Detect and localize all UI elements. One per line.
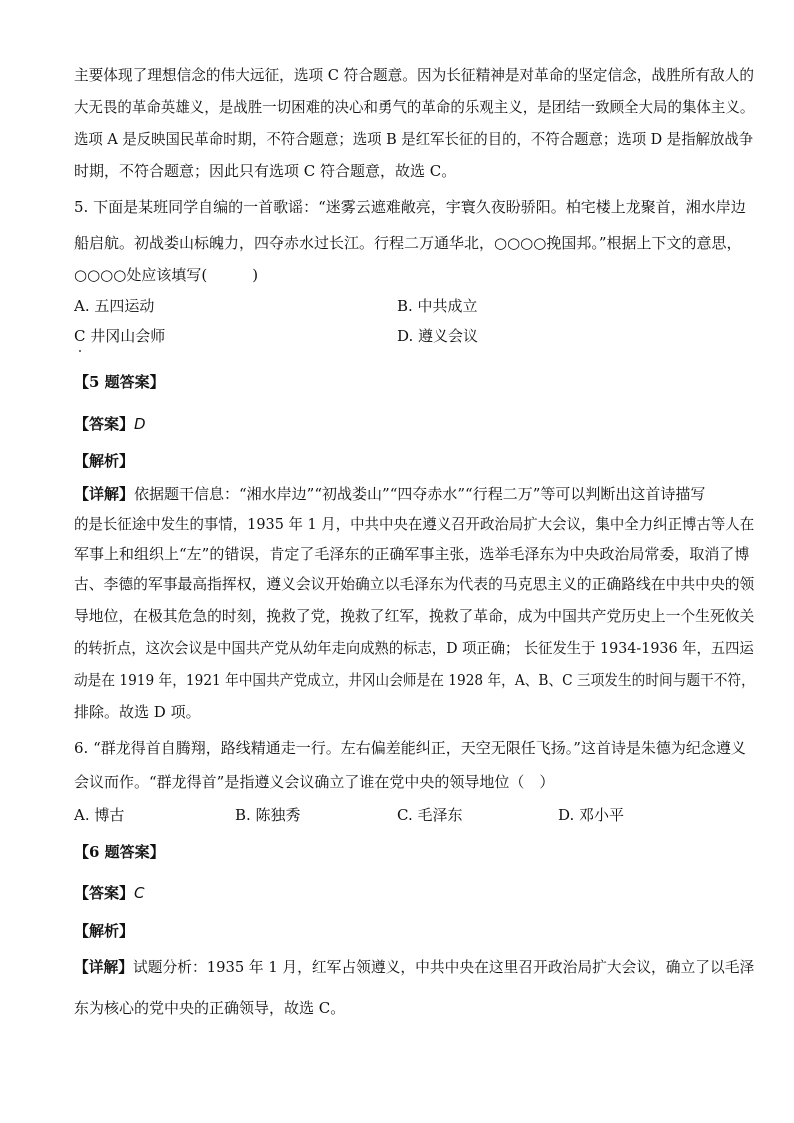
- intro-line-1: 主要体现了理想信念的伟大远征，选项 C 符合题意。因为长征精神是对革命的坚定信念，战胜所有敌人的: [74, 66, 755, 84]
- q6-option-b: B. 陈独秀: [235, 806, 301, 824]
- q5-detail-label: 【详解】: [74, 485, 135, 503]
- q5-detail-line-5: 导地位，在极其危急的时刻，挽救了党，挽救了红军，挽救了革命，成为中国共产党历史上一个生死攸关: [74, 607, 755, 625]
- stray-dot: [79, 350, 81, 352]
- q5-answer-value: D: [134, 415, 146, 433]
- q5-option-c: C 井冈山会师: [74, 327, 166, 345]
- q6-stem-line-2: 会议而作。“群龙得首”是指遵义会议确立了谁在党中央的领导地位（ ）: [74, 773, 555, 791]
- q6-answer-line: [74, 883, 145, 903]
- q5-detail-text-1: 依据题干信息：“湘水岸边”“初战娄山”“四夺赤水”“行程二万”等可以判断出这首诗描写: [134, 485, 706, 503]
- q6-option-c: C. 毛泽东: [397, 806, 463, 824]
- q5-answer-heading: 【5 题答案】: [74, 373, 165, 391]
- q5-detail-line-2: 的是长征途中发生的事情，1935 年 1 月，中共中央在遵义召开政治局扩大会议，集中全力纠正博古等人在: [74, 515, 755, 533]
- q5-answer-line: [74, 414, 146, 434]
- q6-answer-heading: 【6 题答案】: [74, 843, 165, 861]
- q6-option-d: D. 邓小平: [558, 806, 625, 824]
- q6-detail-text-1: 试题分析：1935 年 1 月，红军占领遵义，中共中央在这里召开政治局扩大会议，确立了以毛泽: [132, 958, 755, 976]
- q5-detail-line-4: 古、李德的军事最高指挥权，遵义会议开始确立以毛泽东为代表的马克思主义的正确路线在中共中央的领: [74, 575, 755, 593]
- intro-line-3: 选项 A 是反映国民革命时期，不符合题意；选项 B 是红军长征的目的，不符合题意；选项 D 是指解放战争: [74, 130, 754, 148]
- q5-option-a: A. 五四运动: [74, 297, 155, 315]
- q5-detail-line-8: 排除。故选 D 项。: [74, 703, 201, 721]
- q6-stem-line-1: 6. “群龙得首自腾翔，路线精通走一行。左右偏差能纠正，天空无限任飞扬。”这首诗是朱德为纪念遵义: [74, 739, 746, 757]
- q5-stem-line-1: 5. 下面是某班同学自编的一首歌谣：“迷雾云遮难敞亮，宇寰久夜盼骄阳。柏宅楼上龙聚首，湘水岸边: [74, 198, 746, 216]
- q5-answer-label: 【答案】: [74, 415, 135, 433]
- q5-stem-line-2: 船启航。初战娄山标魄力，四夺赤水过长江。行程二万通华北，○○○○挽国邦。”根据上下文的意思，: [74, 234, 742, 252]
- q5-detail-line-6: 的转折点，这次会议是中国共产党从幼年走向成熟的标志，D 项正确； 长征发生于 1934-1936 年，五四运: [74, 639, 754, 657]
- q5-option-b: B. 中共成立: [397, 297, 478, 315]
- q6-detail-line-1: [74, 957, 754, 977]
- q6-option-a: A. 博古: [74, 806, 125, 824]
- q5-stem-line-3: ○○○○处应该填写( ): [74, 266, 259, 284]
- intro-line-2: 大无畏的革命英雄义，是战胜一切困难的决心和勇气的革命的乐观主义，是团结一致顾全大局的集体主义。: [74, 98, 755, 116]
- q5-analysis-heading: 【解析】: [74, 452, 135, 470]
- q5-detail-line-7: 动是在 1919 年，1921 年中国共产党成立，井冈山会师是在 1928 年，A、B、C 三项发生的时间与题干不符，: [74, 671, 755, 689]
- q6-answer-label: 【答案】: [74, 884, 135, 902]
- q5-detail-line-3: 军事上和组织上“左”的错误，肯定了毛泽东的正确军事主张，选举毛泽东为中央政治局常委，取消了博: [74, 545, 750, 563]
- intro-line-4: 时期，不符合题意；因此只有选项 C 符合题意，故选 C。: [74, 162, 457, 180]
- q6-detail-label: 【详解】: [74, 958, 133, 976]
- q6-answer-value: C: [134, 884, 145, 902]
- q6-detail-line-2: 东为核心的党中央的正确领导，故选 C。: [74, 999, 346, 1017]
- q5-detail-line-1: [74, 484, 705, 504]
- q6-analysis-heading: 【解析】: [74, 922, 135, 940]
- q5-option-d: D. 遵义会议: [397, 327, 479, 345]
